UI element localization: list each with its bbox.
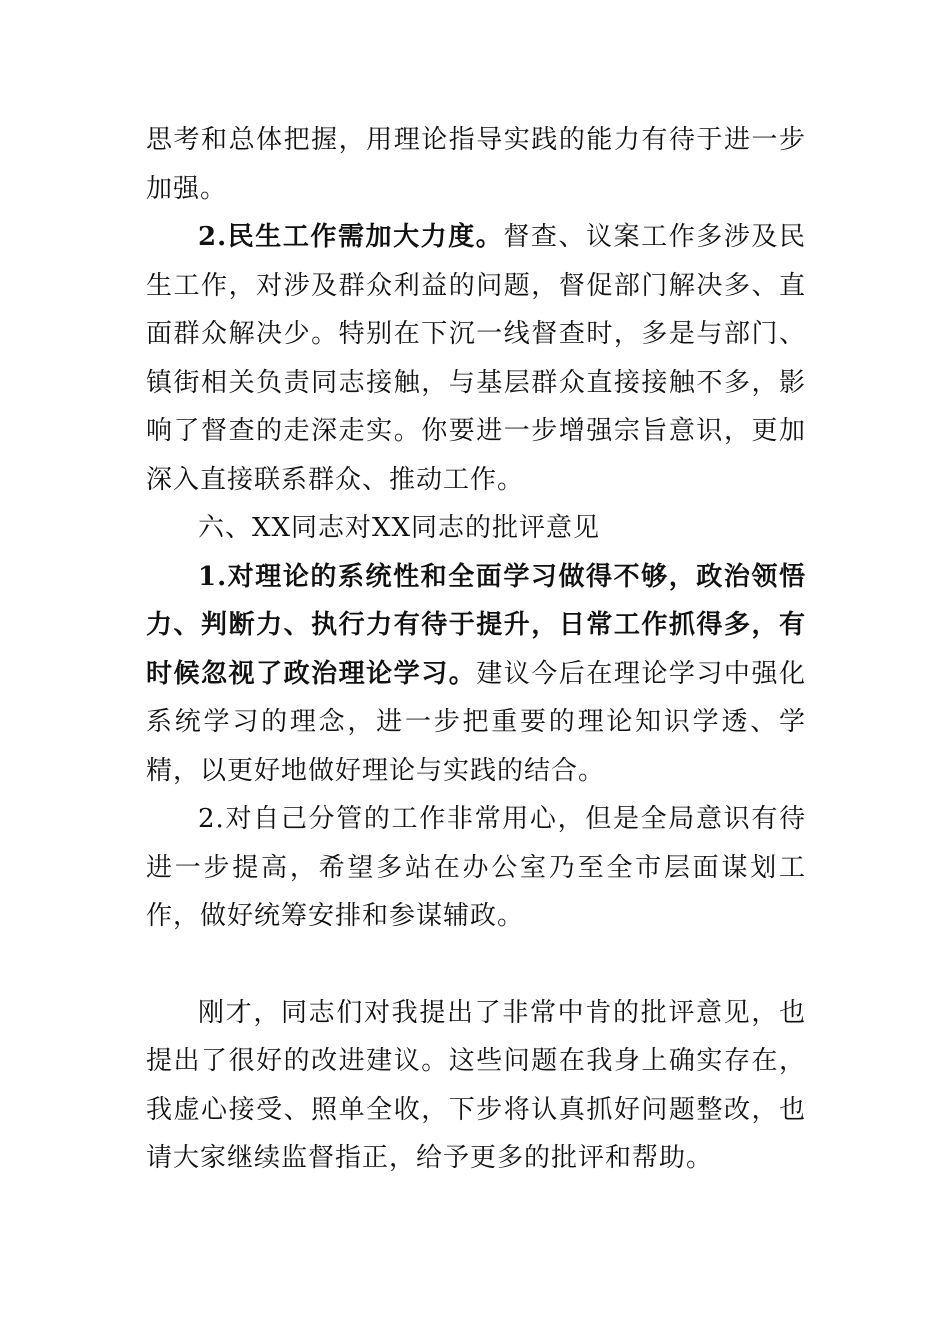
paragraph-text: 建议今后在理论学习中强化系统学习的理念，进一步把重要的理论知识学透、学精，以更好地做好理论与实践的结合。 — [146, 658, 806, 786]
paragraph-text: 刚才，同志们对我提出了非常中肯的批评意见，也提出了很好的改进建议。这些问题在我身上确实存在，我虚心接受、照单全收，下步将认真抓好问题整改，也请大家继续监督指正，给予更多的批评和帮助。 — [146, 997, 806, 1173]
section-heading-text: 六、XX同志对XX同志的批评意见 — [198, 513, 601, 543]
section-heading-six — [146, 504, 806, 553]
paragraph-bold-heading: 1.对理论的系统性和全面学习做得不够，政治领悟力、判断力、执行力有待于提升，日常工作抓得多，有时候忽视了政治理论学习。 — [146, 561, 806, 689]
document-body — [146, 116, 806, 1183]
paragraph-theory-study — [146, 553, 806, 796]
paragraph-overall-awareness — [146, 795, 806, 941]
paragraph-spacer — [146, 941, 806, 989]
paragraph-text: 思考和总体把握，用理论指导实践的能力有待于进一步加强。 — [146, 125, 806, 204]
paragraph-continuation — [146, 116, 806, 213]
paragraph-livelihood-work — [146, 213, 806, 504]
paragraph-text: 督查、议案工作多涉及民生工作，对涉及群众利益的问题，督促部门解决多、直面群众解决少。特别在下沉一线督查时，多是与部门、镇街相关负责同志接触，与基层群众直接接触不多，影响了督查的走深走实。你要进一步增强宗旨意识，更加深入直接联系群众、推动工作。 — [146, 222, 806, 495]
paragraph-text: 2.对自己分管的工作非常用心，但是全局意识有待进一步提高，希望多站在办公室乃至全市层面谋划工作，做好统筹安排和参谋辅政。 — [146, 804, 806, 931]
paragraph-bold-heading: 2.民生工作需加大力度。 — [198, 222, 504, 252]
paragraph-closing-remarks — [146, 989, 806, 1183]
